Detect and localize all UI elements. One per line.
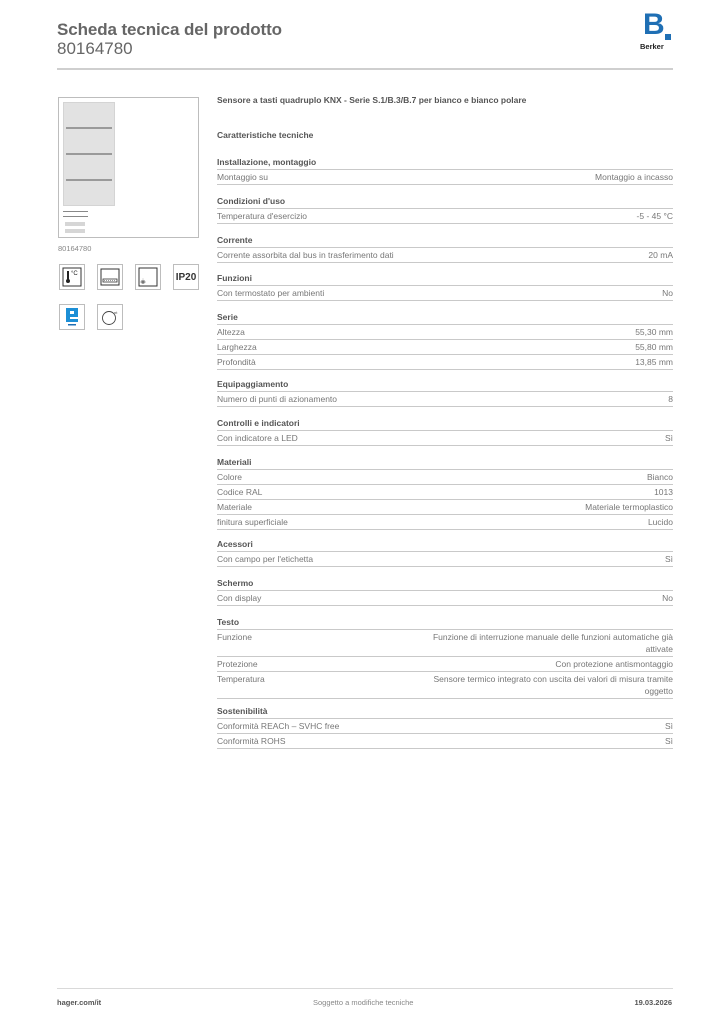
spec-label: Protezione xyxy=(217,659,258,669)
panel-separator xyxy=(66,153,112,155)
section-corrente xyxy=(217,234,673,263)
spec-row xyxy=(217,672,673,699)
section-testo xyxy=(217,616,673,699)
section-title: Funzioni xyxy=(217,272,673,286)
footer-notice: Soggetto a modifiche tecniche xyxy=(313,998,414,1007)
spec-row xyxy=(217,630,673,657)
spec-value: Sì xyxy=(664,736,673,746)
ip20-icon xyxy=(173,264,199,290)
spec-label: Colore xyxy=(217,472,243,482)
image-line xyxy=(63,211,88,212)
ip20-label: IP20 xyxy=(175,271,197,283)
spec-label: Con indicatore a LED xyxy=(217,433,298,443)
spec-label: Corrente assorbita dal bus in trasferimento dati xyxy=(217,250,394,260)
spec-row xyxy=(217,515,673,530)
spec-row xyxy=(217,500,673,515)
section-condizioni xyxy=(217,195,673,224)
section-title: Materiali xyxy=(217,456,673,470)
logo-letter: B xyxy=(643,8,665,41)
berker-logo xyxy=(640,8,676,54)
image-blob xyxy=(65,222,85,226)
spec-row xyxy=(217,286,673,301)
section-title: Sostenibilità xyxy=(217,705,673,719)
footer-divider xyxy=(57,988,673,989)
spec-row xyxy=(217,431,673,446)
product-image xyxy=(58,97,199,238)
surface-light-icon xyxy=(135,264,161,290)
knx-display-icon xyxy=(97,264,123,290)
spec-label: Materiale xyxy=(217,502,252,512)
spec-value: Bianco xyxy=(647,472,673,482)
section-title: Equipaggiamento xyxy=(217,378,673,392)
page-title: Scheda tecnica del prodotto xyxy=(57,20,282,39)
panel-separator xyxy=(66,127,112,129)
section-title: Serie xyxy=(217,311,673,325)
section-installazione xyxy=(217,156,673,185)
spec-label: Larghezza xyxy=(217,342,257,352)
svg-text:nt: nt xyxy=(114,310,118,315)
spec-value: No xyxy=(662,288,673,298)
spec-value: Materiale termoplastico xyxy=(585,502,673,512)
spec-row xyxy=(217,392,673,407)
spec-row xyxy=(217,248,673,263)
spec-row xyxy=(217,470,673,485)
spec-value: Montaggio a incasso xyxy=(595,172,673,182)
ring-icon xyxy=(97,304,123,330)
image-caption: 80164780 xyxy=(58,244,92,253)
footer-date: 19.03.2026 xyxy=(634,998,672,1007)
characteristics-title: Caratteristiche tecniche xyxy=(217,130,314,140)
spec-label: Altezza xyxy=(217,327,245,337)
spec-value: Sì xyxy=(664,554,673,564)
spec-row xyxy=(217,657,673,672)
section-funzioni xyxy=(217,272,673,301)
spec-label: Conformità ROHS xyxy=(217,736,286,746)
section-title: Testo xyxy=(217,616,673,630)
spec-label: Profondità xyxy=(217,357,256,367)
spec-value: 20 mA xyxy=(648,250,673,260)
spec-label: Con termostato per ambienti xyxy=(217,288,325,298)
spec-row xyxy=(217,719,673,734)
spec-row xyxy=(217,355,673,370)
section-title: Condizioni d'uso xyxy=(217,195,673,209)
spec-label: Montaggio su xyxy=(217,172,269,182)
spec-label: Conformità REACh – SVHC free xyxy=(217,721,340,731)
spec-row xyxy=(217,170,673,185)
product-title: Sensore a tasti quadruplo KNX - Serie S.1/B.3/B.7 per bianco e bianco polare xyxy=(217,95,527,105)
spec-label: Codice RAL xyxy=(217,487,263,497)
section-controlli xyxy=(217,417,673,446)
section-serie xyxy=(217,311,673,370)
spec-row xyxy=(217,591,673,606)
spec-label: finitura superficiale xyxy=(217,517,288,527)
spec-value: Sensore termico integrato con uscita dei valori di misura tramite oggetto xyxy=(433,674,673,696)
section-title: Installazione, montaggio xyxy=(217,156,673,170)
switch-panel-illustration xyxy=(63,102,115,206)
spec-value: No xyxy=(662,593,673,603)
spec-value: 13,85 mm xyxy=(635,357,673,367)
spec-value: 55,30 mm xyxy=(635,327,673,337)
spec-label: Con display xyxy=(217,593,262,603)
panel-separator xyxy=(66,179,112,181)
spec-row xyxy=(217,552,673,567)
section-equipaggiamento xyxy=(217,378,673,407)
spec-value: 1013 xyxy=(654,487,673,497)
article-number: 80164780 xyxy=(57,39,133,58)
spec-label: Con campo per l'etichetta xyxy=(217,554,314,564)
header-divider xyxy=(57,68,673,70)
thermometer-celsius-icon xyxy=(59,264,85,290)
logo-dot xyxy=(665,34,671,40)
spec-row xyxy=(217,209,673,224)
spec-row xyxy=(217,734,673,749)
spec-value: Con protezione antismontaggio xyxy=(555,659,673,669)
image-line xyxy=(63,216,88,217)
spec-value: Sì xyxy=(664,721,673,731)
spec-row xyxy=(217,325,673,340)
svg-text:°C: °C xyxy=(71,271,78,277)
spec-label: Numero di punti di azionamento xyxy=(217,394,338,404)
spec-value: Lucido xyxy=(647,517,673,527)
section-title: Acessori xyxy=(217,538,673,552)
section-schermo xyxy=(217,577,673,606)
logo-brand: Berker xyxy=(640,42,664,51)
spec-value: 8 xyxy=(668,394,673,404)
spec-value: Funzione di interruzione manuale delle funzioni automatiche già attivate xyxy=(432,632,673,654)
section-title: Corrente xyxy=(217,234,673,248)
spec-value: Sì xyxy=(664,433,673,443)
section-acessori xyxy=(217,538,673,567)
footer-website-link[interactable]: hager.com/it xyxy=(57,998,102,1007)
spec-label: Temperatura d'esercizio xyxy=(217,211,307,221)
section-sostenibilita xyxy=(217,705,673,749)
spec-value: 55,80 mm xyxy=(635,342,673,352)
image-blob xyxy=(65,229,85,233)
section-title: Schermo xyxy=(217,577,673,591)
easy-app-icon xyxy=(59,304,85,330)
section-materiali xyxy=(217,456,673,530)
spec-row xyxy=(217,340,673,355)
spec-label: Funzione xyxy=(217,632,252,642)
spec-value: -5 - 45 °C xyxy=(636,211,673,221)
section-title: Controlli e indicatori xyxy=(217,417,673,431)
spec-label: Temperatura xyxy=(217,674,265,684)
spec-row xyxy=(217,485,673,500)
